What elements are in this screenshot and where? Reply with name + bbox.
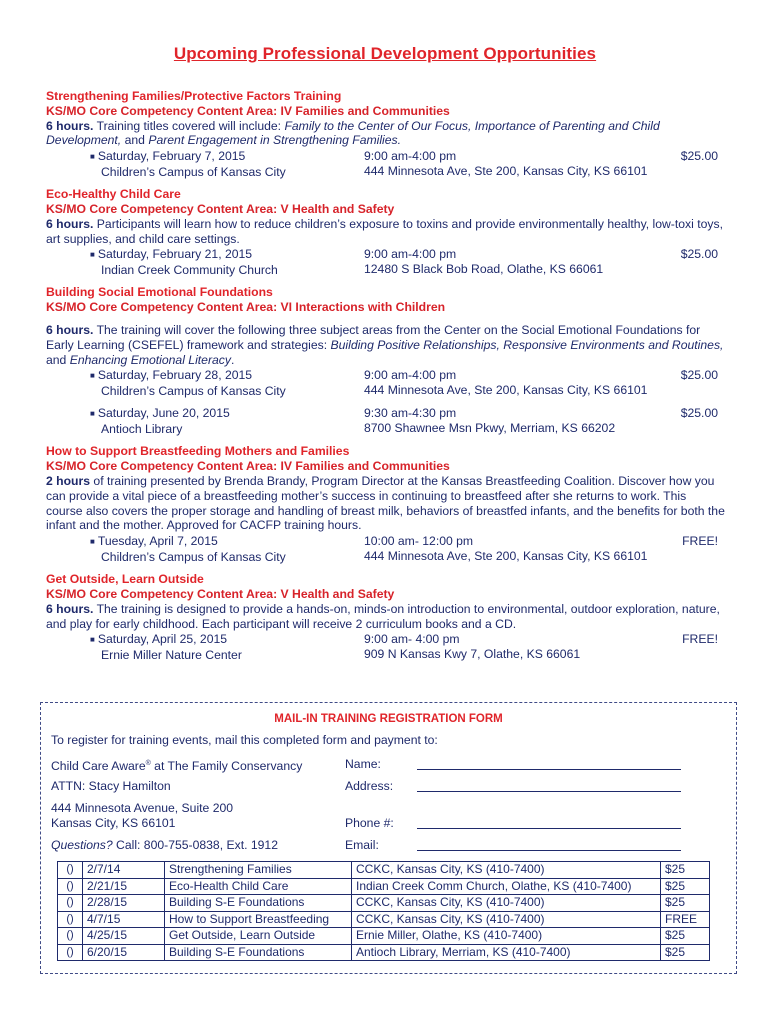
description-text: Parent Engagement in Strengthening Families. xyxy=(148,133,402,148)
address-label: Address: xyxy=(345,779,394,793)
session-address: 8700 Shawnee Msn Pkwy, Merriam, KS 66202 xyxy=(364,421,616,436)
description-text: and xyxy=(46,352,70,367)
session-address: 12480 S Black Bob Road, Olathe, KS 66061 xyxy=(364,262,604,277)
training-section xyxy=(46,89,726,179)
session-date-line xyxy=(90,534,380,550)
training-section xyxy=(46,187,726,277)
description-text: 6 hours. xyxy=(46,216,94,231)
course-fee: FREE xyxy=(661,911,710,928)
description-text: Participants will learn how to reduce children’s exposure to toxins and provide environmentally healthy, low-toxi toys, art supplies, and child care settings. xyxy=(46,216,723,246)
course-fee: $25 xyxy=(661,944,710,961)
course-date: 2/21/15 xyxy=(83,878,165,895)
session-date: Saturday, June 20, 2015 xyxy=(97,406,230,421)
name-field[interactable] xyxy=(417,768,681,770)
session-place: Antioch Library xyxy=(101,422,183,437)
course-select-checkbox[interactable]: () xyxy=(58,878,83,895)
email-field[interactable] xyxy=(417,849,681,851)
section-title: Strengthening Families/Protective Factors Training xyxy=(46,89,342,103)
session-date: Saturday, February 28, 2015 xyxy=(97,368,253,383)
bullet-icon: ■ xyxy=(90,371,95,381)
session-date-line xyxy=(90,406,380,422)
section-description xyxy=(46,323,726,367)
session-time: 9:00 am-4:00 pm xyxy=(364,247,457,262)
training-section xyxy=(46,572,726,662)
course-select-checkbox[interactable]: () xyxy=(58,911,83,928)
section-title: Building Social Emotional Foundations xyxy=(46,285,273,300)
description-text: Building Positive Relationships, Responsive Environments and Routines, xyxy=(330,337,724,352)
session-row xyxy=(46,534,726,564)
session-date: Saturday, February 7, 2015 xyxy=(97,149,246,164)
session-date: Tuesday, April 7, 2015 xyxy=(97,534,218,549)
page-title: Upcoming Professional Development Opportunities xyxy=(173,44,597,63)
phone-label: Phone #: xyxy=(345,816,394,830)
course-fee: $25 xyxy=(661,862,710,879)
session-fee: $25.00 xyxy=(680,368,718,383)
session-place: Children’s Campus of Kansas City xyxy=(101,164,286,179)
session-date-line xyxy=(90,632,380,648)
registration-form xyxy=(40,702,737,974)
address-field[interactable] xyxy=(417,790,681,792)
street-line: 444 Minnesota Avenue, Suite 200 xyxy=(51,801,234,815)
section-content-area: KS/MO Core Competency Content Area: VI Interactions with Children xyxy=(46,300,446,315)
section-description xyxy=(46,602,726,632)
session-time: 9:00 am- 4:00 pm xyxy=(364,632,460,647)
session-row xyxy=(46,368,726,398)
session-fee: FREE! xyxy=(682,534,718,549)
session-place: Children’s Campus of Kansas City xyxy=(101,549,286,564)
name-label: Name: xyxy=(345,757,381,771)
form-title: MAIL-IN TRAINING REGISTRATION FORM xyxy=(274,713,503,725)
session-time-address xyxy=(364,534,694,564)
session-address: 444 Minnesota Ave, Ste 200, Kansas City, KS 66101 xyxy=(364,383,648,398)
training-section xyxy=(46,285,726,436)
attn-line: ATTN: Stacy Hamilton xyxy=(51,779,171,793)
section-content-area: KS/MO Core Competency Content Area: V Health and Safety xyxy=(46,586,395,601)
section-title: How to Support Breastfeeding Mothers and Families xyxy=(46,444,350,459)
session-when-where xyxy=(90,632,380,663)
description-text: Training titles covered will include: xyxy=(93,118,285,133)
course-name: How to Support Breastfeeding xyxy=(165,911,352,928)
session-address: 444 Minnesota Ave, Ste 200, Kansas City, KS 66101 xyxy=(364,548,648,563)
course-name: Eco-Health Child Care xyxy=(165,878,352,895)
course-date: 2/28/15 xyxy=(83,895,165,912)
registration-row xyxy=(58,878,710,895)
course-date: 6/20/15 xyxy=(83,944,165,961)
session-row xyxy=(46,247,726,277)
course-location: CCKC, Kansas City, KS (410-7400) xyxy=(352,895,661,912)
course-date: 4/7/15 xyxy=(83,911,165,928)
section-title: Get Outside, Learn Outside xyxy=(46,572,204,587)
session-address: 909 N Kansas Kwy 7, Olathe, KS 66061 xyxy=(364,647,581,662)
section-content-area: KS/MO Core Competency Content Area: IV Families and Communities xyxy=(46,459,450,474)
session-row xyxy=(46,149,726,179)
session-date-line xyxy=(90,368,380,384)
course-name: Strengthening Families xyxy=(165,862,352,879)
city-line: Kansas City, KS 66101 xyxy=(51,816,176,830)
session-time: 9:00 am-4:00 pm xyxy=(364,368,457,383)
course-name: Building S-E Foundations xyxy=(165,944,352,961)
description-text: and xyxy=(121,133,149,148)
session-when-where xyxy=(90,368,380,399)
session-date: Saturday, February 21, 2015 xyxy=(97,247,253,262)
session-time: 10:00 am- 12:00 pm xyxy=(364,534,474,549)
session-time: 9:30 am-4:30 pm xyxy=(364,406,457,421)
course-location: Indian Creek Comm Church, Olathe, KS (410-7400) xyxy=(352,878,661,895)
session-fee: $25.00 xyxy=(680,247,718,262)
registration-row xyxy=(58,944,710,961)
course-select-checkbox[interactable]: () xyxy=(58,928,83,945)
session-date-line xyxy=(90,149,380,165)
bullet-icon: ■ xyxy=(90,635,95,645)
description-text: The training is designed to provide a hands-on, minds-on introduction to environmental, outdoor exploration, nature, and play for early childhood. Each participant will receive 2 curriculum books and a CD. xyxy=(46,601,720,631)
description-text: 6 hours. xyxy=(46,322,94,337)
bullet-icon: ■ xyxy=(90,152,95,162)
registration-table xyxy=(57,861,710,961)
session-date-line xyxy=(90,247,380,263)
session-place: Indian Creek Community Church xyxy=(101,263,278,278)
description-text: . xyxy=(230,352,235,367)
description-text: 6 hours. xyxy=(46,118,94,133)
session-when-where xyxy=(90,247,380,278)
training-list xyxy=(46,89,726,670)
description-text: The training will cover the following three subject areas from the Center on the Social Emotional Foundations for Early Learning (CSEFEL) framework and strategies: xyxy=(46,322,701,352)
course-date: 4/25/15 xyxy=(83,928,165,945)
course-fee: $25 xyxy=(661,928,710,945)
course-fee: $25 xyxy=(661,895,710,912)
session-time-address xyxy=(364,149,694,179)
session-time: 9:00 am-4:00 pm xyxy=(364,149,457,164)
session-fee: $25.00 xyxy=(680,149,718,164)
section-content-area: KS/MO Core Competency Content Area: V Health and Safety xyxy=(46,201,395,216)
section-content-area: KS/MO Core Competency Content Area: IV Families and Communities xyxy=(46,103,450,118)
description-text: 2 hours xyxy=(46,473,91,488)
description-text: 6 hours. xyxy=(46,601,94,616)
session-time-address xyxy=(364,368,694,398)
course-name: Get Outside, Learn Outside xyxy=(165,928,352,945)
registration-row xyxy=(58,862,710,879)
section-title: Eco-Healthy Child Care xyxy=(46,187,181,202)
session-when-where xyxy=(90,534,380,565)
description-text: Enhancing Emotional Literacy xyxy=(69,352,231,367)
form-intro: To register for training events, mail this completed form and payment to: xyxy=(51,733,438,747)
registration-row xyxy=(58,911,710,928)
session-time-address xyxy=(364,632,694,662)
session-place: Children’s Campus of Kansas City xyxy=(101,384,286,399)
session-time-address xyxy=(364,406,694,436)
course-select-checkbox[interactable]: () xyxy=(58,895,83,912)
course-select-checkbox[interactable]: () xyxy=(58,862,83,879)
org-name: Child Care Aware® at The Family Conservancy xyxy=(51,759,303,774)
section-description xyxy=(46,474,726,533)
bullet-icon: ■ xyxy=(90,409,95,419)
course-location: Antioch Library, Merriam, KS (410-7400) xyxy=(352,944,661,961)
registration-row xyxy=(58,895,710,912)
email-label: Email: xyxy=(345,838,379,852)
questions-line: Questions? Call: 800-755-0838, Ext. 1912 xyxy=(51,838,278,852)
section-description xyxy=(46,119,726,149)
session-fee: FREE! xyxy=(682,632,718,647)
description-text: Family to the Center of Our Focus, Importance of Parenting and Child Development, xyxy=(46,118,660,148)
course-name: Building S-E Foundations xyxy=(165,895,352,912)
session-date: Saturday, April 25, 2015 xyxy=(97,632,228,647)
session-place: Ernie Miller Nature Center xyxy=(101,648,242,663)
course-location: CCKC, Kansas City, KS (410-7400) xyxy=(352,911,661,928)
training-section xyxy=(46,444,726,564)
course-location: Ernie Miller, Olathe, KS (410-7400) xyxy=(352,928,661,945)
bullet-icon: ■ xyxy=(90,537,95,547)
registration-row xyxy=(58,928,710,945)
session-row xyxy=(46,406,726,436)
course-fee: $25 xyxy=(661,878,710,895)
section-description xyxy=(46,217,726,247)
course-date: 2/7/14 xyxy=(83,862,165,879)
bullet-icon: ■ xyxy=(90,250,95,260)
session-address: 444 Minnesota Ave, Ste 200, Kansas City, KS 66101 xyxy=(364,163,648,178)
phone-field[interactable] xyxy=(417,827,681,829)
session-when-where xyxy=(90,149,380,180)
session-time-address xyxy=(364,247,694,277)
session-when-where xyxy=(90,406,380,437)
description-text: of training presented by Brenda Brandy, Program Director at the Kansas Breastfeeding Coalition. Discover how you can provide a vital piece of a breastfeeding mother’s success in continuing to breastfeed after she returns to work. This course also covers the proper storage and handling of breast milk, behaviors of breastfed infants, and the benefits for both the infant and the mother. Approved for CACFP training hours. xyxy=(46,473,725,533)
course-location: CCKC, Kansas City, KS (410-7400) xyxy=(352,862,661,879)
session-fee: $25.00 xyxy=(680,406,718,421)
session-row xyxy=(46,632,726,662)
course-select-checkbox[interactable]: () xyxy=(58,944,83,961)
